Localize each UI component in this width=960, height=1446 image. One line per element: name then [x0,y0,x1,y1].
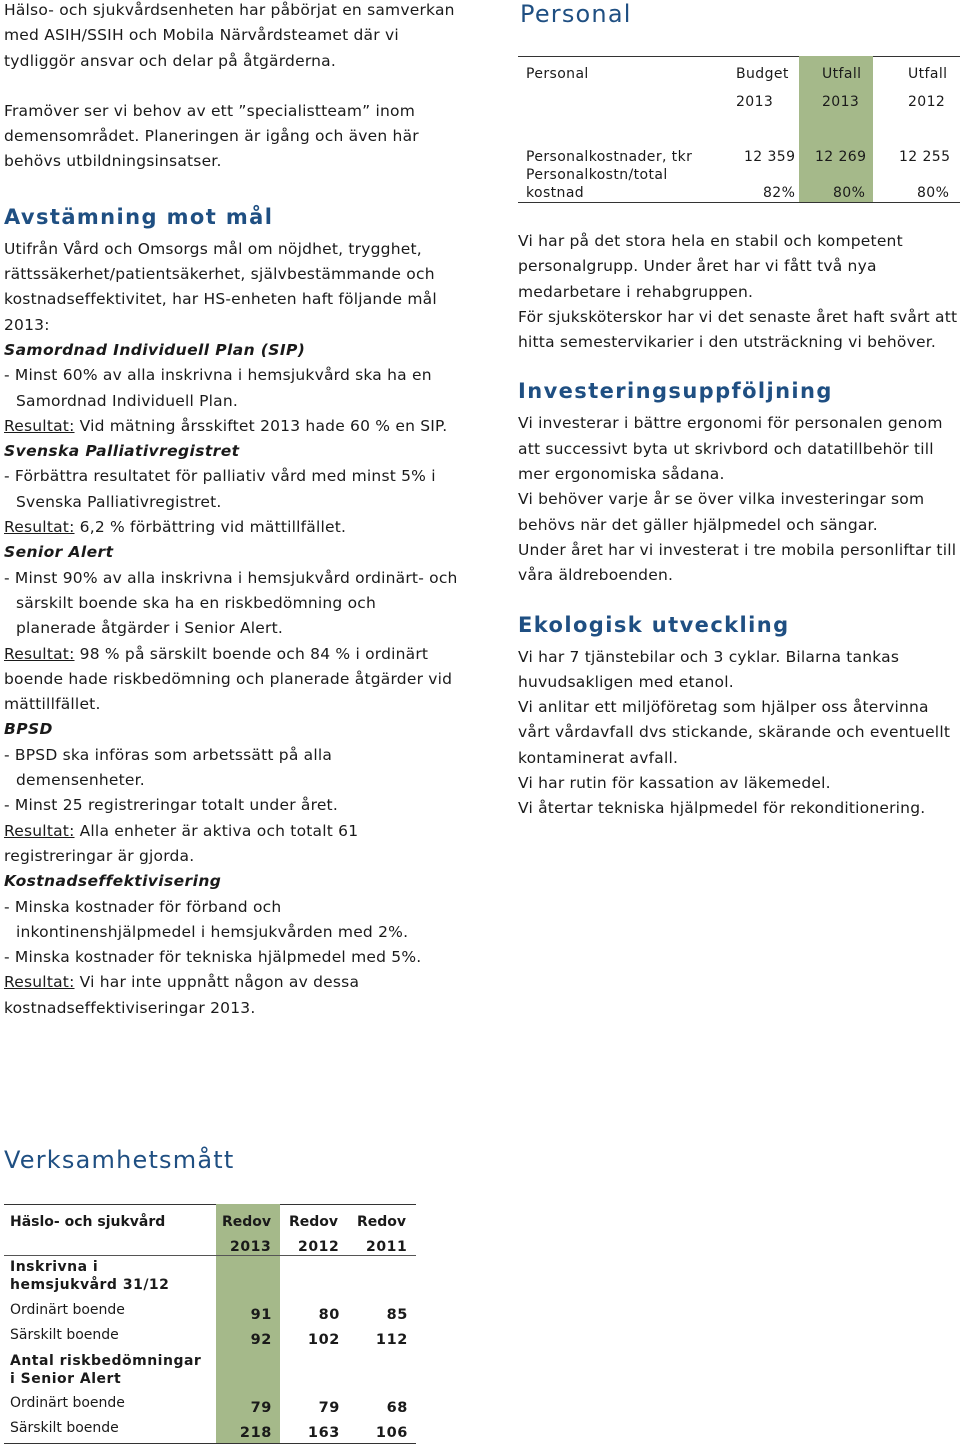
bpsd-goal-2: - Minst 25 registreringar totalt under året. [4,796,338,815]
eko-paragraph-2: Vi anlitar ett miljöföretag som hjälper oss återvinna vårt vårdavfall dvs stickande, skärande och eventuellt kontaminerat avfall. [518,698,951,767]
investering-heading: Investeringsuppföljning [518,379,833,404]
col-header-2013-year: 2013 [230,1239,272,1255]
col-header-budget: Budget [736,66,789,82]
table-bottom-rule [518,202,960,203]
bpsd-result [4,819,459,870]
result-label: Resultat: [4,973,75,992]
invest-paragraph-1: Vi investerar i bättre ergonomi för personalen genom att successivt byta ut skrivbord och datatillbehör till mer ergonomiska sådana. [518,414,943,484]
cell-budget: 12 359 [744,149,796,165]
row-label: Ordinärt boende [10,1395,125,1411]
cell-2011: 85 [386,1307,408,1323]
bpsd-title: BPSD [4,720,53,739]
col-header-label: Häslo- och sjukvård [10,1214,166,1230]
personal-heading: Personal [520,0,632,28]
cell-utfall-2013: 80% [833,185,866,201]
senior-result-text: 98 % på särskilt boende och 84 % i ordinärt boende hade riskbedömning och planerade åtgärder vid mättillfället. [4,644,453,714]
col-header-utfall-2012: Utfall [908,66,948,82]
svpr-title: Svenska Palliativregistret [4,442,240,461]
col-header-2012: Redov [289,1214,339,1230]
col-header-utfall-2013: Utfall [822,66,862,82]
table-bottom-rule [4,1443,416,1444]
sip-result [4,414,459,439]
cell-2012: 79 [318,1400,340,1416]
col-header-utfall-2013-year: 2013 [822,94,860,110]
col-header-2013: Redov [222,1214,272,1230]
invest-paragraph-3: Under året har vi investerat i tre mobila personliftar till våra äldreboenden. [518,540,957,585]
cell-utfall-2013: 12 269 [815,149,867,165]
cell-2013: 218 [239,1425,272,1441]
cell-2012: 102 [307,1332,340,1348]
table-top-rule [518,56,960,57]
result-label: Resultat: [4,821,75,840]
col-header-2011-year: 2011 [366,1239,408,1255]
bpsd-result-text: Alla enheter är aktiva och totalt 61 registreringar är gjorda. [4,821,359,865]
row-label: Särskilt boende [10,1420,119,1436]
intro-paragraph-2: Framöver ser vi behov av ett ”specialistteam” inom demensområdet. Planeringen är igång och även här behövs utbildningsinsatser. [4,101,419,171]
col-header-utfall-2012-year: 2012 [908,94,946,110]
sip-title: Samordnad Individuell Plan (SIP) [4,340,306,359]
col-header-personal: Personal [526,66,589,82]
personal-paragraph-2: För sjuksköterskor har vi det senaste året haft svårt att hitta semestervikarier i den utsträckning vi behöver. [518,307,958,352]
invest-paragraph-2: Vi behöver varje år se över vilka investeringar som behövs när det gäller hjälpmedel och sängar. [518,490,925,534]
eko-paragraph-4: Vi återtar tekniska hjälpmedel för rekonditionering. [518,799,926,818]
cell-2012: 80 [318,1307,340,1323]
col-header-2011: Redov [357,1214,407,1230]
cell-2011: 112 [375,1332,408,1348]
cell-utfall-2012: 80% [917,185,950,201]
kost-title: Kostnadseffektivisering [4,872,222,891]
sip-goal: - Minst 60% av alla inskrivna i hemsjukvård ska ha en Samordnad Individuell Plan. [4,366,432,410]
header-rule [4,1255,416,1256]
svpr-result [4,515,459,540]
group-inskrivna: Inskrivna i hemsjukvård 31/12 [10,1259,170,1293]
cell-utfall-2012: 12 255 [899,149,951,165]
svpr-goal: - Förbättra resultatet för palliativ vård med minst 5% i Svenska Palliativregistret. [4,467,436,511]
eko-paragraph-1: Vi har 7 tjänstebilar och 3 cyklar. Bilarna tankas huvudsakligen med etanol. [518,647,900,691]
svpr-result-text: 6,2 % förbättring vid mättillfället. [74,518,347,537]
col-header-budget-year: 2013 [736,94,774,110]
eko-paragraph-3: Vi har rutin för kassation av läkemedel. [518,774,831,793]
cell-2012: 163 [307,1425,340,1441]
result-label: Resultat: [4,416,75,435]
ekologisk-heading: Ekologisk utveckling [518,612,790,637]
left-column [4,0,459,1021]
senior-goal: - Minst 90% av alla inskrivna i hemsjukvård ordinärt- och särskilt boende ska ha en riskbedömning och planerade åtgärder i Senior Alert. [4,568,458,638]
kost-goal-1: - Minska kostnader för förband och inkontinenshjälpmedel i hemsjukvården med 2%. [4,897,409,941]
result-label: Resultat: [4,644,75,663]
cell-2013: 79 [250,1400,272,1416]
cell-2013: 91 [250,1307,272,1323]
cell-2011: 106 [375,1425,408,1441]
row-label-personalkostnader: Personalkostnader, tkr [526,149,693,165]
personal-table [518,56,960,204]
kost-goal-2: - Minska kostnader för tekniska hjälpmedel med 5%. [4,948,422,967]
table-top-rule [4,1204,416,1205]
senior-title: Senior Alert [4,543,114,562]
kost-result-text: Vi har inte uppnått någon av dessa kostnadseffektiviseringar 2013. [4,973,360,1017]
row-label-personalkostn-1: Personalkostn/total [526,167,668,183]
cell-2013: 92 [250,1332,272,1348]
intro-paragraph-1: Hälso- och sjukvårdsenheten har påbörjat en samverkan med ASIH/SSIH och Mobila Närvårdsteamet där vi tydliggör ansvar och delar på åtgärderna. [4,1,455,70]
bpsd-goal-1: - BPSD ska införas som arbetssätt på alla demensenheter. [4,745,333,790]
avstamning-intro: Utifrån Vård och Omsorgs mål om nöjdhet, trygghet, rättssäkerhet/patientsäkerhet, självbestämmande och kostnadseffektivitet, har HS-enheten haft följande mål 2013: [4,239,437,334]
right-column [518,229,960,822]
row-label-personalkostn-2: kostnad [526,185,585,201]
result-label: Resultat: [4,518,75,537]
avstamning-heading: Avstämning mot mål [4,204,274,229]
senior-result [4,642,459,718]
row-label: Särskilt boende [10,1327,119,1343]
sip-result-text: Vid mätning årsskiftet 2013 hade 60 % en SIP. [74,416,448,435]
row-label: Ordinärt boende [10,1302,125,1318]
kost-result [4,970,459,1021]
col-header-2012-year: 2012 [298,1239,340,1255]
verksamhet-heading: Verksamhetsmått [4,1146,235,1174]
cell-budget: 82% [763,185,796,201]
personal-paragraph-1: Vi har på det stora hela en stabil och kompetent personalgrupp. Under året har vi fått två nya medarbetare i rehabgruppen. [518,232,903,301]
verksamhet-table [4,1204,416,1444]
group-riskbedomningar: Antal riskbedömningar i Senior Alert [10,1353,202,1387]
cell-2011: 68 [386,1400,408,1416]
